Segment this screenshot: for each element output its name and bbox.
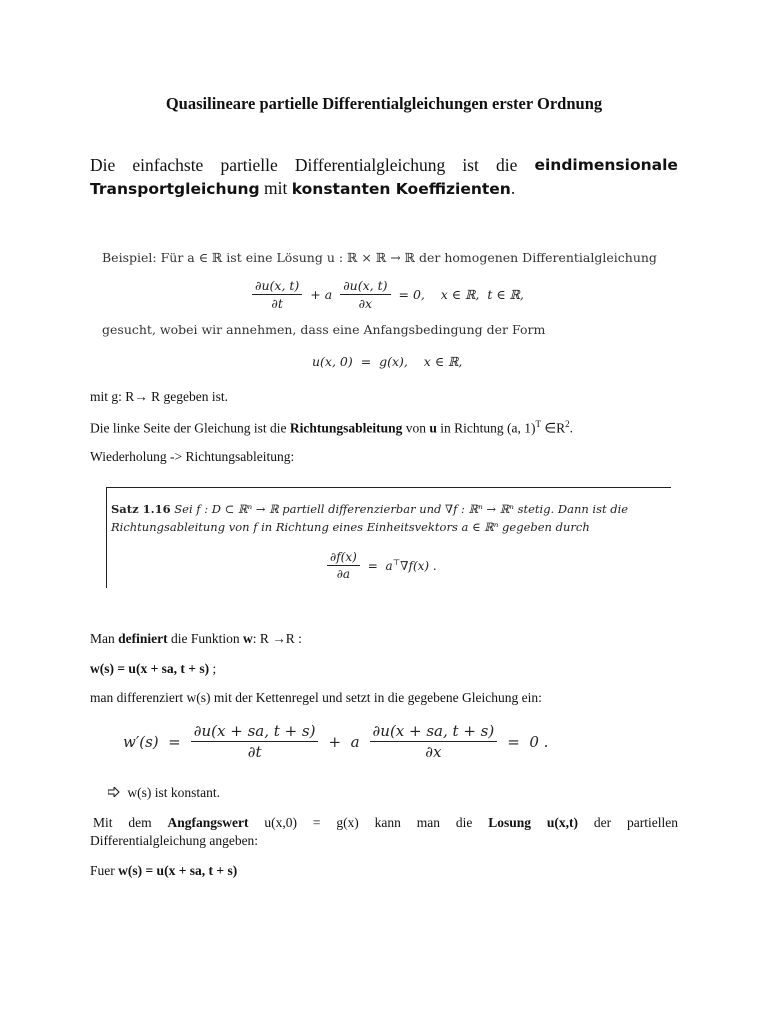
intro-bold-term: eindimensionale [534,156,678,174]
beispiel-equation: $\frac{\partial u(x, t)}{\partial t}$ + a $\frac{\partial u(x, t)}{\partial x}$ = 0, x ∈ ℝ, t ∈ ℝ, [252,278,524,311]
intro-bold-term: konstanten Koeffizienten [291,180,511,198]
fraction: $\frac{\partial u(x, t)}{\partial x}$ [340,278,390,311]
intro-bold-term: Transportgleichung [90,180,260,198]
intro-word: mit [264,178,288,198]
initial-condition-equation: u(x, 0) = g(x), x ∈ ℝ, [312,354,463,369]
paragraph-given: mit g: R→ R gegeben ist. [90,389,228,404]
fraction: $\frac{\partial u(x + sa, t + s)}{\partial t}$ [191,722,319,761]
beispiel-text-2: gesucht, wobei wir annehmen, dass eine Anfangsbedingung der Form [102,322,546,337]
beispiel-text: Für a ∈ ℝ ist eine Lösung u : ℝ × ℝ → ℝ der homogenen Differentialgleichung [160,250,657,265]
intro-word: Die [90,155,116,175]
paragraph-initial-value: Mit dem Angfangswert u(x,0) = g(x) kann man die Losung u(x,t) der partiellen Differentialgleichung angeben: [90,815,678,848]
paragraph-define: Man definiert die Funktion w: R →R : [90,631,302,646]
theorem-label: Satz 1.16 [111,502,171,516]
implies-arrow-icon [108,785,124,801]
fraction: $\frac{\partial u(x, t)}{\partial t}$ [252,278,302,311]
paragraph-constant: w(s) ist konstant. [108,785,220,801]
paragraph-chain-rule: man differenziert w(s) mit der Kettenregel und setzt in die gegebene Gleichung ein: [90,690,542,705]
chain-rule-equation: w′(s) = $\frac{\partial u(x + sa, t + s)}{\partial t}$ + a $\frac{\partial u(x + sa, t + s)}{\partial x}$ = 0 . [123,722,549,761]
paragraph-for: Fuer w(s) = u(x + sa, t + s) [90,863,238,878]
page-title: Quasilineare partielle Differentialgleichungen erster Ordnung [165,94,603,113]
fraction: $\frac{\partial f(x)}{\partial a}$ [327,550,360,581]
paragraph-repetition: Wiederholung -> Richtungsableitung: [90,449,295,464]
paragraph-direction: Die linke Seite der Gleichung ist die Richtungsableitung von u in Richtung (a, 1)$^T$ $\in R^2$. [90,419,573,436]
beispiel-label: Beispiel: [102,250,157,265]
theorem-box [106,487,671,588]
intro-word: partielle [220,155,278,175]
beispiel-intro [102,250,662,265]
theorem-equation: $\frac{\partial f(x)}{\partial a}$ = a⊤∇f(x) . [327,550,437,581]
paragraph-w-definition: w(s) = u(x + sa, t + s) ; [90,661,217,676]
theorem-text: Satz 1.16 Sei f : D ⊂ ℝⁿ → ℝ partiell differenzierbar und ∇f : ℝⁿ → ℝⁿ stetig. Dann ist die Richtungsableitung von f in Richtung eines Einheitsvektors a ∈ ℝⁿ gegeben durch [111,502,629,534]
intro-word: die [495,155,518,175]
intro-word: ist [462,155,479,175]
intro-word: einfachste [132,155,204,175]
intro-word: Differentialgleichung [294,155,446,175]
intro-paragraph: Die einfachste partielle Differentialgleichung ist die eindimensionale Transportgleichung mit konstanten Koeffizienten. [90,155,678,198]
fraction: $\frac{\partial u(x + sa, t + s)}{\partial x}$ [370,722,498,761]
